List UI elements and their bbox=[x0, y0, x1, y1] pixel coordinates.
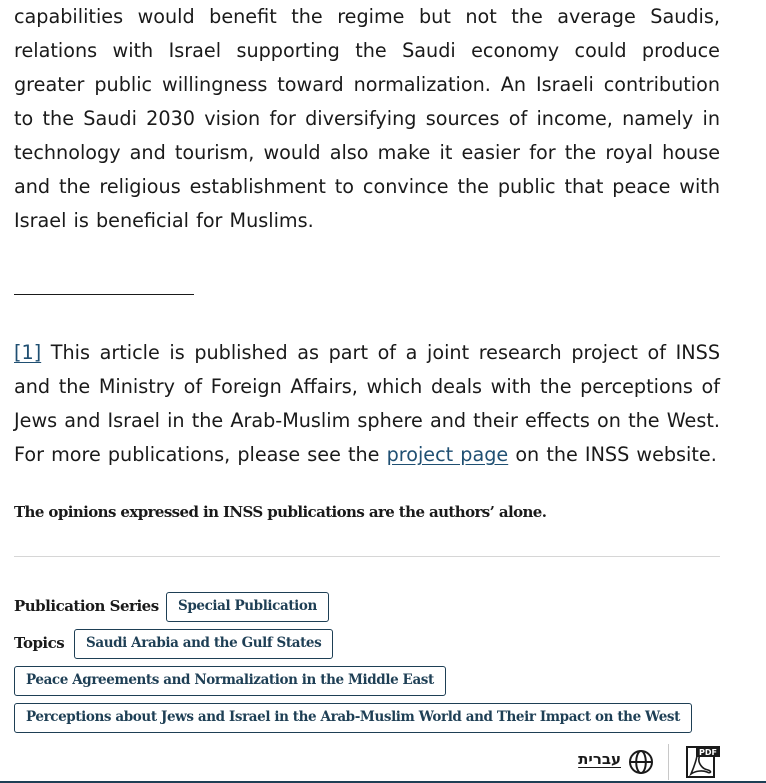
section-divider bbox=[14, 556, 720, 557]
footnote-separator bbox=[14, 294, 194, 295]
article-footer-bar bbox=[0, 740, 766, 783]
tag-special-publication[interactable]: Special Publication bbox=[166, 592, 329, 622]
pdf-icon[interactable] bbox=[684, 745, 722, 779]
tag-peace-agreements[interactable]: Peace Agreements and Normalization in the Middle East bbox=[14, 666, 446, 696]
tag-saudi-arabia-gulf[interactable]: Saudi Arabia and the Gulf States bbox=[74, 629, 333, 659]
article-paragraph: capabilities would benefit the regime but not the average Saudis, relations with Israel supporting the Saudi economy could produce greater public willingness toward normalization. An Israeli contribution to the Saudi 2030 vision for diversifying sources of income, namely in technology and tourism, would also make it easier for the royal house and the religious establishment to convince the public that peace with Israel is beneficial for Muslims. bbox=[14, 5, 720, 232]
hebrew-language-link[interactable]: עברית bbox=[578, 750, 621, 768]
footer-separator bbox=[668, 744, 669, 780]
footnote-ref-link[interactable]: [1] bbox=[14, 341, 42, 364]
footnote-text-start: This article is published as part of a joint research project of INSS and the Ministry of Foreign Affairs, which deals with the perceptions of Jews and Israel in the Arab-Muslim sphere and their effects on the West. For more publications, please see the bbox=[14, 341, 720, 466]
publication-series-label: Publication Series bbox=[14, 597, 159, 615]
footnote-paragraph bbox=[14, 336, 720, 472]
topics-label: Topics bbox=[14, 634, 65, 652]
footnote-text-end: on the INSS website. bbox=[508, 443, 717, 466]
pdf-badge-label: PDF bbox=[699, 748, 717, 757]
tag-perceptions-jews-israel[interactable]: Perceptions about Jews and Israel in the Arab-Muslim World and Their Impact on the West bbox=[14, 703, 692, 733]
opinion-disclaimer: The opinions expressed in INSS publications are the authors’ alone. bbox=[14, 503, 547, 521]
project-page-link[interactable]: project page bbox=[386, 443, 509, 466]
globe-icon[interactable] bbox=[628, 749, 654, 775]
